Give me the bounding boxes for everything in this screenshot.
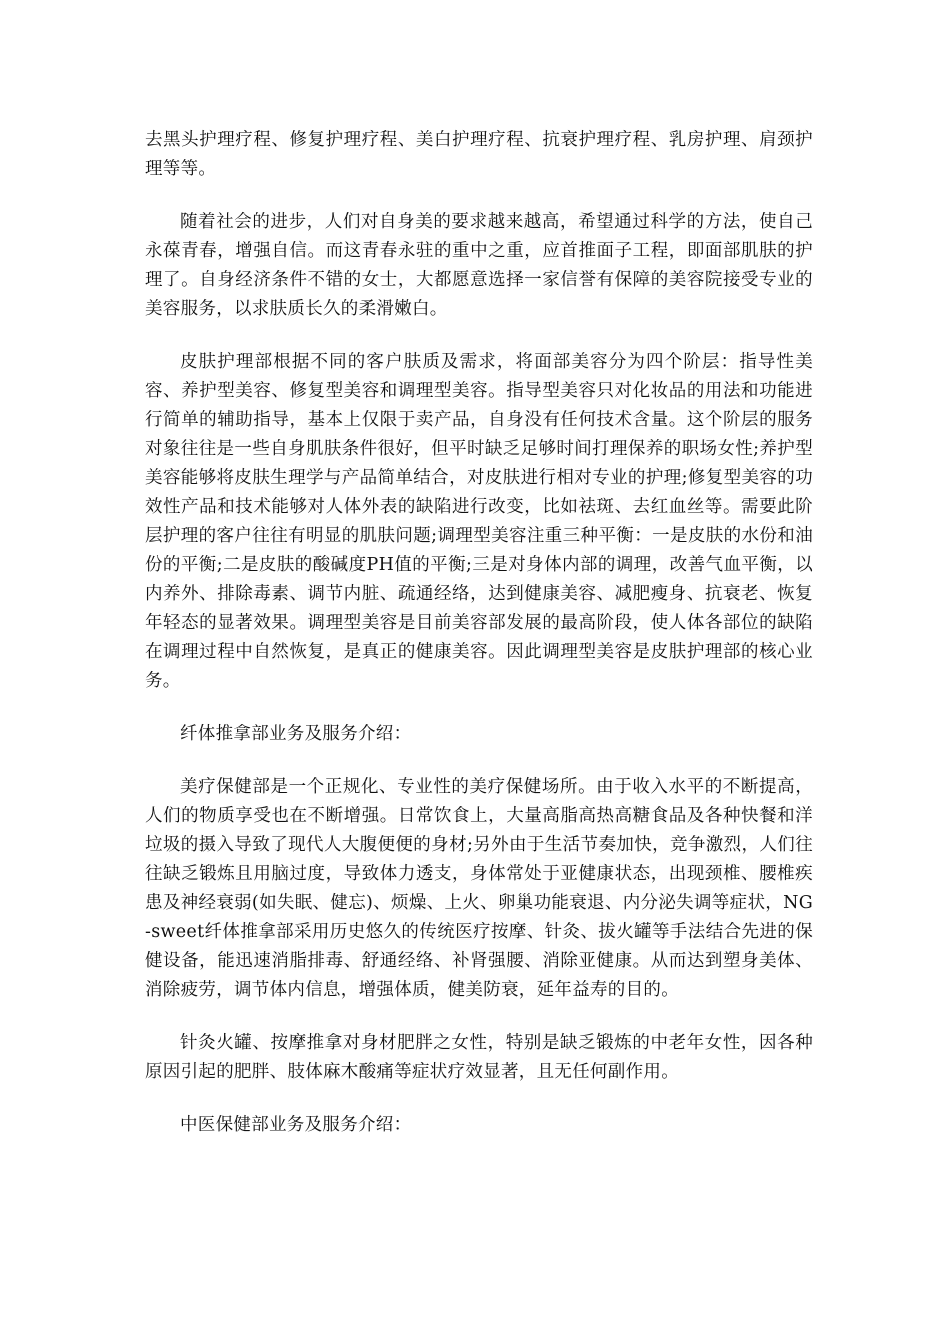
paragraph-5: 美疗保健部是一个正规化、专业性的美疗保健场所。由于收入水平的不断提高，人们的物质享受也在不断增强。日常饮食上，大量高脂高热高糖食品及各种快餐和洋垃圾的摄入导致了现代人大腹便便的身材;另外由于生活节奏加快，竞争激烈，人们往往缺乏锻炼且用脑过度，导致体力透支，身体常处于亚健康状态，出现颈椎、腰椎疾患及神经衰弱(如失眠、健忘)、烦燥、上火、卵巢功能衰退、内分泌失调等症状，NG-sweet纤体推拿部采用历史悠久的传统医疗按摩、针灸、拔火罐等手法结合先进的保健设备，能迅速消脂排毒、舒通经络、补肾强腰、消除亚健康。从而达到塑身美体、消除疲劳，调节体内信息，增强体质，健美防衰，延年益寿的目的。 [145,777,813,1000]
section-heading-slimming-massage: 纤体推拿部业务及服务介绍： [180,724,412,744]
paragraph-1: 去黑头护理疗程、修复护理疗程、美白护理疗程、抗衰护理疗程、乳房护理、肩颈护理等等。 [145,130,813,179]
section-heading-tcm-health: 中医保健部业务及服务介绍： [180,1115,412,1135]
document-body [145,126,813,1164]
paragraph-3: 皮肤护理部根据不同的客户肤质及需求，将面部美容分为四个阶层：指导性美容、养护型美容、修复型美容和调理型美容。指导型美容只对化妆品的用法和功能进行简单的辅助指导，基本上仅限于卖产品，自身没有任何技术含量。这个阶层的服务对象往往是一些自身肌肤条件很好，但平时缺乏足够时间打理保养的职场女性;养护型美容能够将皮肤生理学与产品简单结合，对皮肤进行相对专业的护理;修复型美容的功效性产品和技术能够对人体外表的缺陷进行改变，比如祛斑、去红血丝等。需要此阶层护理的客户往往有明显的肌肤问题;调理型美容注重三种平衡：一是皮肤的水份和油份的平衡;二是皮肤的酸碱度PH值的平衡;三是对身体内部的调理，改善气血平衡，以内养外、排除毒素、调节内脏、疏通经络，达到健康美容、减肥瘦身、抗衰老、恢复年轻态的显著效果。调理型美容是目前美容部发展的最高阶段，使人体各部位的缺陷在调理过程中自然恢复，是真正的健康美容。因此调理型美容是皮肤护理部的核心业务。 [145,352,813,691]
paragraph-2: 随着社会的进步，人们对自身美的要求越来越高，希望通过科学的方法，使自己永葆青春，增强自信。而这青春永驻的重中之重，应首推面子工程，即面部肌肤的护理了。自身经济条件不错的女士，大都愿意选择一家信誉有保障的美容院接受专业的美容服务，以求肤质长久的柔滑嫩白。 [145,212,813,319]
paragraph-6: 针灸火罐、按摩推拿对身材肥胖之女性，特别是缺乏锻炼的中老年女性，因各种原因引起的肥胖、肢体麻木酸痛等症状疗效显著，且无任何副作用。 [145,1033,813,1082]
